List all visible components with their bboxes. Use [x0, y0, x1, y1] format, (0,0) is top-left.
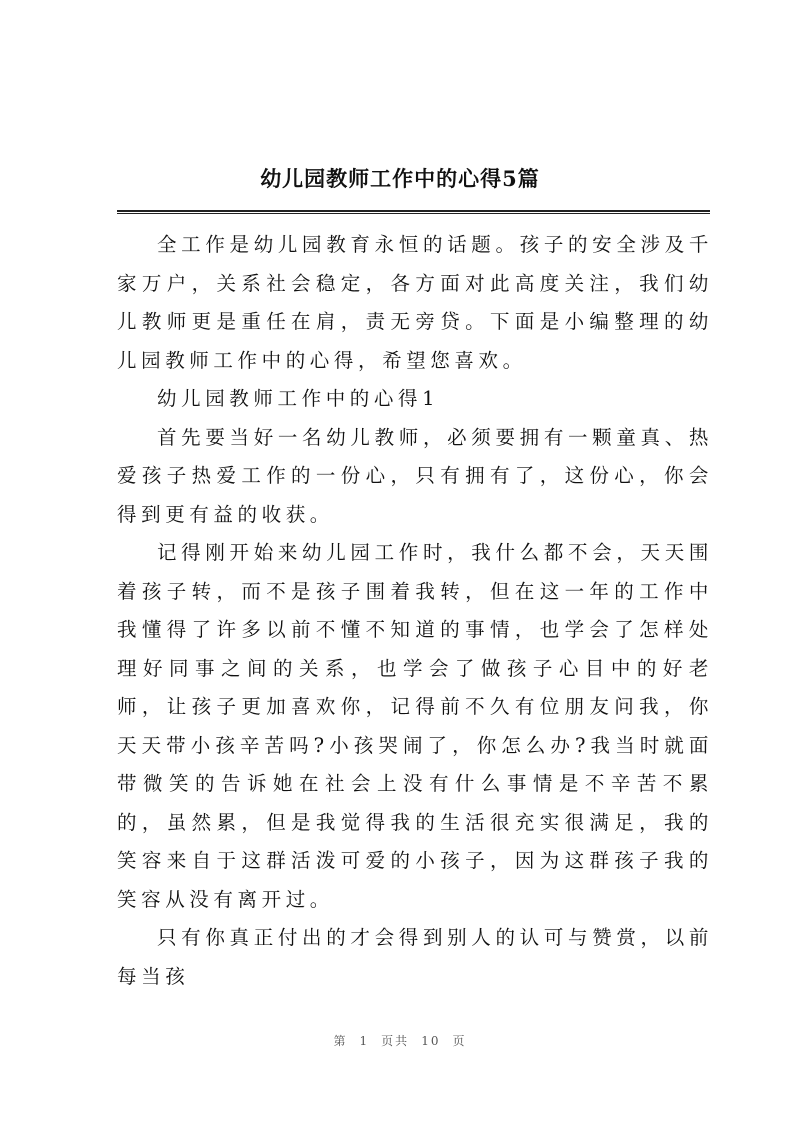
footer-page-label: 第: [333, 1034, 348, 1048]
body-paragraph: 只有你真正付出的才会得到别人的认可与赞赏，以前每当孩: [117, 926, 713, 988]
intro-paragraph: 全工作是幼儿园教育永恒的话题。孩子的安全涉及千家万户，关系社会稳定，各方面对此高度关注，我们幼儿教师更是重任在肩，责无旁贷。下面是小编整理的幼儿园教师工作中的心得，希望您喜欢。: [117, 233, 713, 372]
body-paragraph: 首先要当好一名幼儿教师，必须要拥有一颗童真、热爱孩子热爱工作的一份心，只有拥有了，这份心，你会得到更有益的收获。: [117, 425, 713, 526]
footer-total-unit: 页: [452, 1034, 467, 1048]
document-body: [117, 226, 713, 996]
footer-page-unit: 页共: [381, 1034, 410, 1048]
title-divider: [117, 210, 710, 214]
body-paragraph: 记得刚开始来幼儿园工作时，我什么都不会，天天围着孩子转，而不是孩子围着我转，但在这一年的工作中我懂得了许多以前不懂不知道的事情，也学会了怎样处理好同事之间的关系，也学会了做孩子心目中的好老师，让孩子更加喜欢你，记得前不久有位朋友问我，你天天带小孩辛苦吗?小孩哭闹了，你怎么办?我当时就面带微笑的告诉她在社会上没有什么事情是不辛苦不累的，虽然累，但是我觉得我的生活很充实很满足，我的笑容来自于这群活泼可爱的小孩子，因为这群孩子我的笑容从没有离开过。: [117, 541, 713, 911]
footer-total-pages: 10: [421, 1034, 441, 1048]
section-heading: 幼儿园教师工作中的心得1: [157, 387, 440, 410]
page-title: 幼儿园教师工作中的心得5篇: [260, 166, 540, 191]
footer-page-number: 1: [359, 1034, 370, 1048]
page-footer: [0, 1032, 800, 1049]
